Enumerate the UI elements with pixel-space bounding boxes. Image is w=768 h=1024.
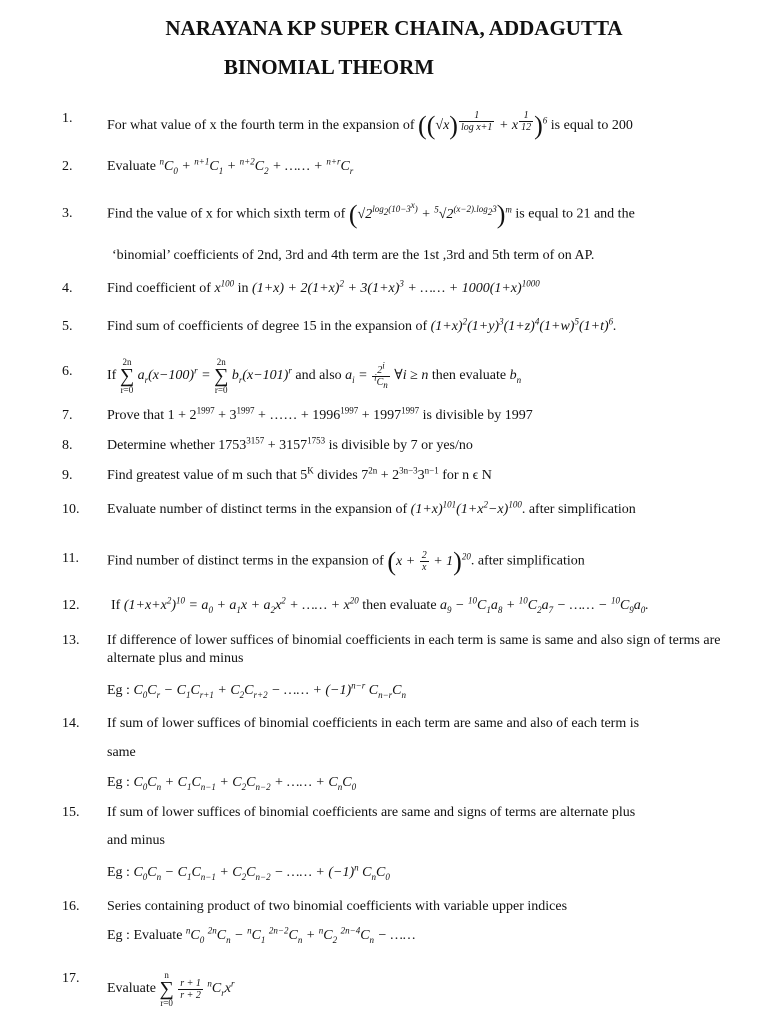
question-text: Determine whether $1753^{3157} + 3157^{1753}$ is divisible by 7 or yes/no [107,435,473,453]
question-text: Series containing product of two binomial coefficients with variable upper indices [107,899,568,914]
formula: $(1+x)^2(1+y)^3(1+z)^4(1+w)^5(1+t)^6$. [430,316,617,334]
question-number: 12. [62,598,80,613]
question-number: 1. [62,111,73,126]
page-title: NARAYANA KP SUPER CHAINA, ADDAGUTTA [165,16,623,40]
question-number: 15. [62,805,80,820]
formula: $a_i$ = $\frac{2^i}{^iC_n}$ ∀i ≥ n [345,360,429,390]
question-text: Evaluate n ∑ r=0 $\frac{r + 1}{r + 2}$ $^nC_rx^r$ [107,970,235,1008]
question-text: For what value of x the fourth term in the expansion of ((√x) $^{\frac{1}{\text{log x+1}}}$ + x $^{\frac{1}{12}}$ )$^6$ is equal to 200 [107,110,633,140]
formula: $C_0C_n + C_1C_{n-1} + C_2C_{n-2}$ + …… + $C_nC_0$ [133,775,357,792]
question-text: Find number of distinct terms in the expansion of (x + $\frac{2}{x}$ + 1)$^{20}$. after simplification [107,546,585,576]
question-text: Find coefficient of $x^{100}$ in $(1+x) + 2(1+x)^2 + 3(1+x)^3$ + …… + $1000(1+x)^{1000}$ [107,278,540,296]
question-number: 6. [62,364,73,379]
formula: $a_9 - ^{10}C_1a_8 + ^{10}C_2a_7$ − …… − $^{10}C_9a_0$. [440,595,649,615]
question-number: 4. [62,281,73,296]
formula: $^nC_0$ $^{2n}C_n - ^nC_1$ $^{2n-2}C_n + ^nC_2$ $^{2n-4}C_n$ − …… [185,925,416,945]
formula: $1 + 2^{1997} + 3^{1997}$ + …… + $1996^{1997} + 1997^{1997}$ [167,405,420,423]
formula: $(√2^{log_2(10-3^x)} + ^5√2^{(x-2).log_23})^m$ [348,199,512,229]
formula: $b_n$ [509,368,522,386]
formula: $(1+x+x^2)^{10} = a_0 + a_1x + a_2x^2$ + …… + $x^{20}$ [123,595,359,615]
question-text: If sum of lower suffices of binomial coefficients in each term are same and also of each term is [107,716,640,731]
formula: $C_0C_r - C_1C_{r+1} + C_2C_{r+2}$ − …… + $(-1)^{n-r}$ $C_{n-r}C_n$ [133,680,406,700]
question-text: If $(1+x+x^2)^{10} = a_0 + a_1x + a_2x^2$ + …… + $x^{20}$ then evaluate $a_9 - ^{10}C_1a_8 + ^{10}C_2a_7$ − …… − $^{10}C_9a_0$. [111,595,649,615]
question-text: Evaluate $^nC_0 + ^{n+1}C_1 + ^{n+2}C_2$ + …… + $^{n+r}C_r$ [107,156,354,176]
question-text: Find greatest value of m such that $5^K$ divides $7^{2n} + 2^{3n-3}3^{n-1}$ for n ϵ N [107,465,492,483]
question-text: Find sum of coefficients of degree 15 in the expansion of $(1+x)^2(1+y)^3(1+z)^4(1+w)^5(1+t)^6$. [107,316,617,334]
question-number: 16. [62,899,80,914]
formula: n ∑ r=0 $\frac{r + 1}{r + 2}$ $^nC_rx^r$ [159,970,235,1008]
formula: 2n ∑ r=0 $a_r(x-100)^r = 2n$ ∑ r=0 $b_r(x-101)^r$ [119,357,292,395]
question-text: Prove that $1 + 2^{1997} + 3^{1997}$ + …… + $1996^{1997} + 1997^{1997}$ is divisible by 1997 [107,405,533,423]
formula: $C_0C_n - C_1C_{n-1} + C_2C_{n-2}$ − …… + $(-1)^n$ $C_nC_0$ [133,862,390,882]
question-number: 9. [62,468,73,483]
formula: $(1+x)^{101}(1+x^2-x)^{100}$ [410,499,522,517]
formula: (x + $\frac{2}{x}$ + 1)$^{20}$ [387,546,471,576]
formula: $7^{2n} + 2^{3n-3}3^{n-1}$ [361,465,439,483]
question-number: 2. [62,159,73,174]
page-subtitle: BINOMIAL THEORM [223,55,435,79]
formula: $x^{100}$ [214,278,235,296]
question-number: 11. [62,551,79,566]
question-number: 17. [62,971,80,986]
question-number: 8. [62,438,73,453]
formula: ((√x) $^{\frac{1}{\text{log x+1}}}$ + x $^{\frac{1}{12}}$ )$^6$ [418,110,548,140]
question-text: Evaluate number of distinct terms in the expansion of $(1+x)^{101}(1+x^2-x)^{100}$. after simplification [107,499,636,517]
question-number: 14. [62,716,80,731]
question-text: If sum of lower suffices of binomial coefficients are same and signs of terms are alternate plus [107,805,636,820]
question-number: 10. [62,502,80,517]
question-text: If difference of lower suffices of binomial coefficients in each term is same is same and also sign of terms are alternate plus and minus [107,633,721,666]
formula: $5^K$ [300,465,314,483]
question-number: 3. [62,206,73,221]
question-text: If 2n ∑ r=0 $a_r(x-100)^r = 2n$ ∑ r=0 $b_r(x-101)^r$ and also $a_i$ = $\frac{2^i}{^iC_n}$ ∀i ≥ n then evaluate $b_n$ [107,357,522,395]
formula: $(1+x) + 2(1+x)^2 + 3(1+x)^3$ + …… + $1000(1+x)^{1000}$ [252,278,540,296]
formula: $^nC_0 + ^{n+1}C_1 + ^{n+2}C_2$ + …… + $^{n+r}C_r$ [159,156,354,176]
question-number: 7. [62,408,73,423]
question-number: 5. [62,319,73,334]
question-text: Find the value of x for which sixth term of $(√2^{log_2(10-3^x)} + ^5√2^{(x-2).log_23})^m$ is equal to 21 and the [107,199,635,229]
question-number: 13. [62,633,80,648]
formula: $1753^{3157} + 3157^{1753}$ [218,435,326,453]
